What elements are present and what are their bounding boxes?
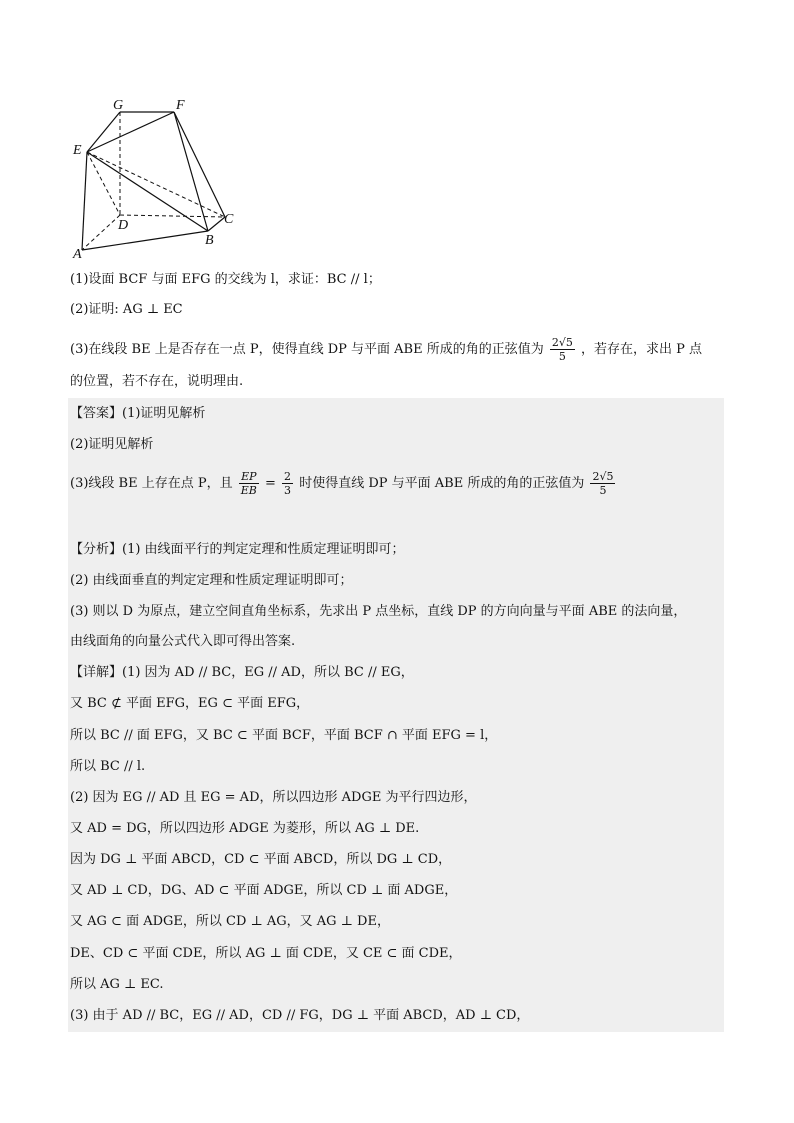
detail-line-2: 又 BC ⊄ 平面 EFG，EG ⊂ 平面 EFG， (70, 696, 310, 711)
detail-line-7: 因为 DG ⊥ 平面 ABCD，CD ⊂ 平面 ABCD，所以 DG ⊥ CD， (70, 852, 452, 867)
question-part-3-tail: ，若存在，求出 P 点 (581, 342, 703, 357)
detail-line-4: 所以 BC // l. (70, 759, 146, 774)
fraction-two-root5-over-5: $\frac{2√5}{5}$ (551, 336, 573, 363)
vertex-label-g: G (113, 98, 124, 113)
answer-line-1: 【答案】(1)证明见解析 (70, 406, 206, 421)
question-part-3 (70, 336, 702, 363)
vertex-label-f: F (176, 98, 185, 113)
geometry-figure (70, 96, 250, 261)
detail-line-3: 所以 BC // 面 EFG，又 BC ⊂ 平面 BCF，平面 BCF ∩ 平面 EFG = l， (70, 728, 498, 743)
analysis-line-4: 由线面角的向量公式代入即可得出答案. (70, 634, 296, 649)
detail-line-12: (3) 由于 AD // BC，EG // AD，CD // FG，DG ⊥ 平面 ABCD，AD ⊥ CD， (70, 1008, 530, 1023)
analysis-line-2: (2) 由线面垂直的判定定理和性质定理证明即可； (70, 573, 353, 588)
detail-line-10: DE、CD ⊂ 平面 CDE，所以 AG ⊥ 面 CDE，又 CE ⊂ 面 CDE， (70, 946, 462, 961)
detail-line-9: 又 AG ⊂ 面 ADGE，所以 CD ⊥ AG，又 AG ⊥ DE， (70, 914, 390, 929)
detail-line-5: (2) 因为 EG // AD 且 EG = AD，所以四边形 ADGE 为平行四边形， (70, 790, 477, 805)
answer-line-2: (2)证明见解析 (70, 437, 154, 452)
detail-line-11: 所以 AG ⊥ EC. (70, 977, 164, 992)
answer-line-3: (3)线段 BE 上存在点 P，且 $\frac{EP}{EB}$ = $\frac{2}{3}$ 时使得直线 DP 与平面 ABE 所成的角的正弦值为 $\frac{2√5}{5}$ (70, 470, 614, 497)
fraction-two-thirds: $\frac{2}{3}$ (284, 470, 292, 497)
question-part-3-text: (3)在线段 BE 上是否存在一点 P，使得直线 DP 与平面 ABE 所成的角的正弦值为 (70, 342, 544, 357)
analysis-line-1: 【分析】(1) 由线面平行的判定定理和性质定理证明即可； (70, 542, 405, 557)
solid-figure-diagram (70, 96, 250, 261)
question-part-1: (1)设面 BCF 与面 EFG 的交线为 l，求证：BC // l； (70, 272, 381, 287)
vertex-label-c: C (224, 212, 234, 227)
vertex-label-d: D (118, 218, 129, 233)
vertex-label-e: E (73, 143, 82, 158)
vertex-label-a: A (73, 247, 82, 261)
detail-line-1: 【详解】(1) 因为 AD // BC，EG // AD，所以 BC // EG， (70, 665, 414, 680)
vertex-label-b: B (205, 233, 214, 248)
detail-line-6: 又 AD = DG，所以四边形 ADGE 为菱形，所以 AG ⊥ DE. (70, 821, 420, 836)
question-part-2: (2)证明: AG ⊥ EC (70, 302, 183, 317)
fraction-two-root5-over-5-answer: $\frac{2√5}{5}$ (592, 470, 614, 497)
detail-line-8: 又 AD ⊥ CD，DG、AD ⊂ 平面 ADGE，所以 CD ⊥ 面 ADGE， (70, 883, 458, 898)
fraction-ep-over-eb: $\frac{EP}{EB}$ (240, 470, 257, 497)
question-part-3-line-2: 的位置，若不存在，说明理由. (70, 374, 244, 389)
analysis-line-3: (3) 则以 D 为原点，建立空间直角坐标系，先求出 P 点坐标，直线 DP 的方向向量与平面 ABE 的法向量， (70, 604, 687, 619)
